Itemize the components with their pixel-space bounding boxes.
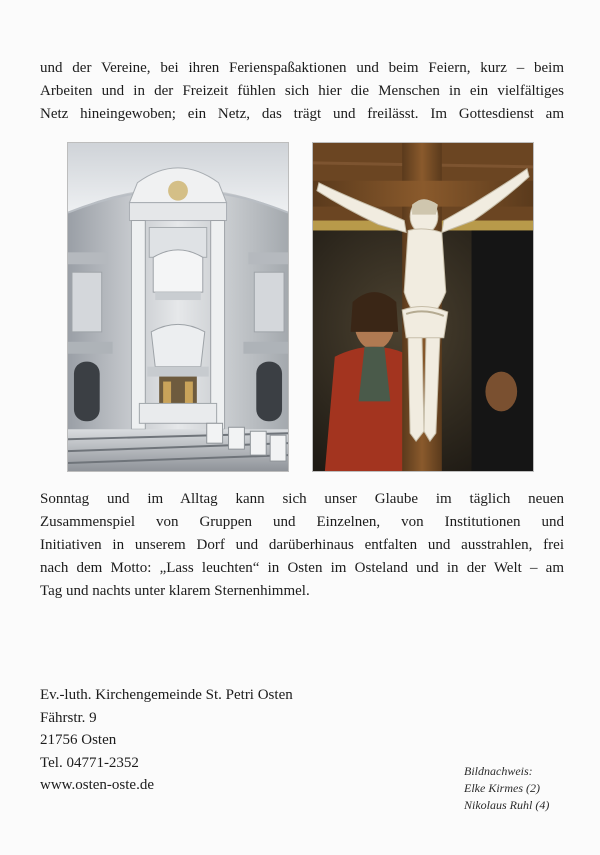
credits-heading: Bildnachweis: bbox=[464, 764, 533, 778]
photo-crucifix bbox=[312, 142, 534, 472]
paragraph-top-line-3: Netz hineingewoben; ein Netz, das trägt und freilässt. Im Gottesdienst am bbox=[40, 106, 564, 122]
paragraph-bottom-line-3: Initiativen in unserem Dorf und darüberhinaus entfalten und ausstrahlen, frei bbox=[40, 537, 564, 553]
credit-entry: Elke Kirmes (2) bbox=[464, 781, 540, 795]
paragraph-bottom-line-1: Sonntag und im Alltag kann sich unser Glaube im täglich neuen bbox=[40, 491, 564, 507]
street-address: Fährstr. 9 bbox=[40, 709, 97, 726]
paragraph-top bbox=[40, 57, 564, 126]
paragraph-bottom-line-2: Zusammenspiel von Gruppen und Einzelnen, von Institutionen und bbox=[40, 514, 564, 530]
postal-city: 21756 Osten bbox=[40, 732, 117, 748]
paragraph-bottom-line-4: nach dem Motto: „Lass leuchten“ in Osten im Osteland und in der Welt – am bbox=[40, 560, 564, 576]
church-interior-image bbox=[68, 143, 288, 471]
image-credits bbox=[464, 763, 549, 814]
paragraph-top-line-2: Arbeiten und in der Freizeit fühlen sich hier die Menschen in ein vielfältiges bbox=[40, 83, 564, 99]
credit-entry: Nikolaus Ruhl (4) bbox=[464, 798, 550, 812]
paragraph-bottom-line-5: Tag und nachts unter klarem Sternenhimmel. bbox=[40, 583, 310, 599]
crucifix-image bbox=[313, 143, 533, 471]
paragraph-top-line-1: und der Vereine, bei ihren Ferienspaßaktionen und beim Feiern, kurz – beim bbox=[40, 60, 564, 76]
photo-church-interior bbox=[67, 142, 289, 472]
organization-name: Ev.-luth. Kirchengemeinde St. Petri Osten bbox=[40, 687, 293, 703]
phone-number: Tel. 04771-2352 bbox=[40, 754, 139, 771]
contact-address bbox=[40, 684, 293, 797]
paragraph-bottom bbox=[40, 488, 564, 603]
website-link[interactable]: www.osten-oste.de bbox=[40, 777, 155, 793]
